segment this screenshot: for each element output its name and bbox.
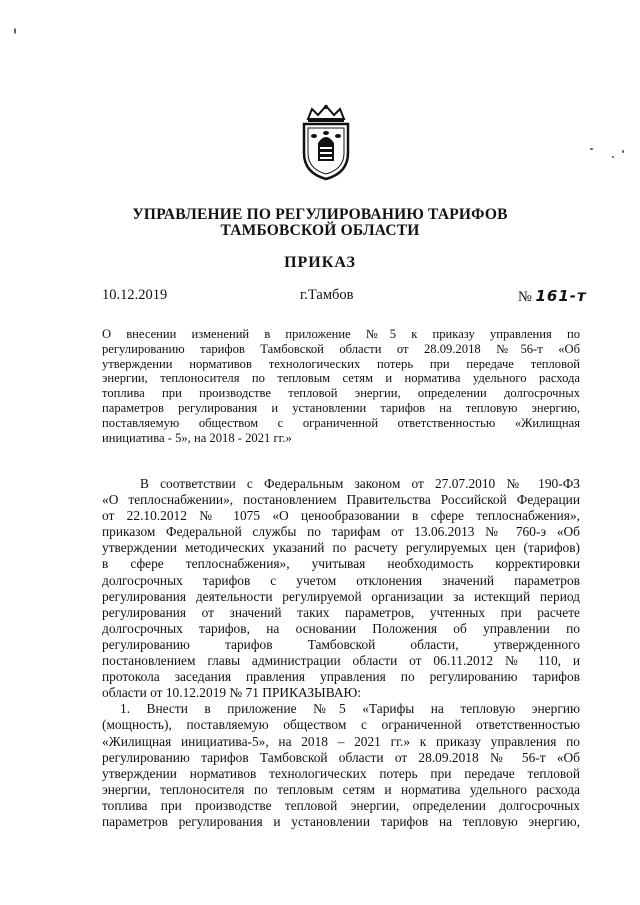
scan-artifact bbox=[590, 148, 593, 150]
coat-of-arms-icon bbox=[298, 103, 354, 181]
body-line: постановлением главы администрации области от 06.11.2012 № 110, и bbox=[102, 653, 580, 669]
body-line: «О теплоснабжении», постановлением Правительства Российской Федерации bbox=[102, 492, 580, 508]
scan-artifact bbox=[14, 28, 16, 34]
subject-line: О внесении изменений в приложение №5 к приказу управления по bbox=[102, 327, 580, 341]
body-line: регулирования от значений таких параметров, учтенных при расчете bbox=[102, 604, 580, 620]
document-city: г.Тамбов bbox=[300, 287, 354, 303]
body-line: 1. Внести в приложение №5 «Тарифы на тепловую энергию bbox=[120, 701, 580, 717]
subject-line: поставляемую обществом с ограниченной ответственностью «Жилищная bbox=[102, 415, 580, 430]
body-line: приказом Федеральной службы по тарифам от 13.06.2013 № 760-э «Об bbox=[102, 524, 580, 540]
body-line: параметров регулирования и установлении тарифов на тепловую энергию, bbox=[102, 813, 580, 829]
document-type: ПРИКАЗ bbox=[284, 254, 356, 271]
scan-artifact bbox=[612, 156, 614, 158]
organization-name-line-2: ТАМБОВСКОЙ ОБЛАСТИ bbox=[220, 222, 420, 239]
body-line: утверждении нормативов технологических потерь при передаче тепловой bbox=[102, 765, 580, 781]
organization-name-line-1: УПРАВЛЕНИЕ ПО РЕГУЛИРОВАНИЮ ТАРИФОВ bbox=[132, 206, 508, 223]
document-subject bbox=[102, 327, 580, 445]
document-number bbox=[518, 287, 587, 306]
body-line: (мощность), поставляемую обществом с ограниченной ответственностью bbox=[102, 717, 580, 733]
body-line: В соответствии с Федеральным законом от 27.07.2010 № 190-ФЗ bbox=[140, 476, 580, 491]
subject-line: топлива при производстве тепловой энергии, определении долгосрочных bbox=[102, 386, 580, 401]
body-line: «Жилищная инициатива-5», на 2018 – 2021 гг.» к приказу управления по bbox=[102, 733, 580, 749]
subject-line: энергии, теплоносителя по тепловым сетям и норматива удельного расхода bbox=[102, 371, 580, 386]
handwritten-number: 161-т bbox=[535, 287, 587, 305]
document-date: 10.12.2019 bbox=[102, 287, 168, 303]
body-line: регулированию тарифов Тамбовской области, утвержденного bbox=[102, 636, 580, 652]
document-body bbox=[102, 476, 580, 830]
body-line: регулированию тарифов Тамбовской области от 28.09.2018 № 56-т «Об bbox=[102, 749, 580, 765]
subject-line: утверждении нормативов технологических потерь при передаче тепловой bbox=[102, 356, 580, 371]
body-line: энергии, теплоносителя по тепловым сетям и норматива удельного расхода bbox=[102, 781, 580, 797]
subject-line: регулированию тарифов Тамбовской области от 28.09.2018 №56-т «Об bbox=[102, 341, 580, 356]
body-line: области от 10.12.2019 № 71 ПРИКАЗЫВАЮ: bbox=[102, 685, 361, 701]
body-line: от 22.10.2012 № 1075 «О ценообразовании в сфере теплоснабжения», bbox=[102, 508, 580, 524]
body-line: регулирования деятельности регулируемой организации за истекщий период bbox=[102, 588, 580, 604]
body-line: долгосрочных тарифов с учетом отклонения значений параметров bbox=[102, 572, 580, 588]
number-sign: № bbox=[518, 289, 532, 305]
body-line: долгосрочных тарифов, на основании Положения об управлении по bbox=[102, 620, 580, 636]
scan-artifact bbox=[622, 150, 624, 153]
body-line: топлива при производстве тепловой энергии, определении долгосрочных bbox=[102, 797, 580, 813]
body-line: в сфере теплоснабжения», учитывая необходимость корректировки bbox=[102, 556, 580, 572]
body-line: протокола заседания правления управления по регулированию тарифов bbox=[102, 669, 580, 685]
subject-line: инициатива - 5», на 2018 - 2021 гг.» bbox=[102, 430, 292, 445]
subject-line: параметров регулирования и установлении тарифов на тепловую энергию, bbox=[102, 400, 580, 415]
body-line: утверждении методических указаний по расчету регулируемых цен (тарифов) bbox=[102, 540, 580, 556]
